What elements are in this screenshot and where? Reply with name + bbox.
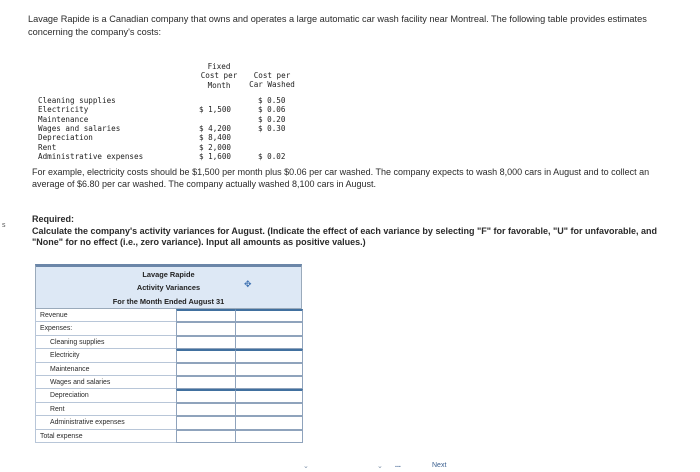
next-button[interactable]: Next — [432, 462, 447, 469]
variance-effect-select[interactable] — [236, 416, 303, 429]
variance-row-label: Depreciation — [35, 389, 176, 402]
problem-intro: Lavage Rapide is a Canadian company that owns and operates a large automatic car wash facility near Montreal. The following table provides estimates concerning the company's costs: — [28, 14, 647, 37]
report-header — [35, 264, 302, 309]
variance-amount-input[interactable] — [176, 389, 236, 402]
cost-row-variable: $ 0.50 — [258, 96, 286, 105]
variance-row-label: Administrative expenses — [35, 416, 176, 429]
variance-effect-select[interactable] — [236, 363, 303, 376]
variance-amount-input[interactable] — [176, 376, 236, 389]
variance-row-label: Cleaning supplies — [35, 336, 176, 349]
cost-row-label: Depreciation — [38, 133, 93, 143]
variance-row-label: Wages and salaries — [35, 376, 176, 389]
variable-cost-header: Cost per Car Washed — [249, 71, 295, 90]
fixed-cost-header: Fixed Cost per Month — [200, 62, 238, 90]
cost-row-fixed: $ 1,500 — [199, 105, 232, 115]
cost-row-fixed: $ 2,000 — [199, 142, 232, 152]
cost-row-fixed: $ 4,200 — [199, 123, 232, 133]
variance-effect-select[interactable] — [236, 430, 303, 443]
cost-row-variable: $ 0.30 — [258, 123, 286, 133]
nav-arrow-icon[interactable]: ⌄ — [303, 463, 309, 470]
variance-amount-input[interactable] — [176, 416, 236, 429]
cost-row-label: Cleaning supplies — [38, 96, 116, 105]
report-title: Activity Variances — [136, 283, 201, 292]
report-period: For the Month Ended August 31 — [112, 297, 225, 306]
variance-amount-input[interactable] — [176, 363, 236, 376]
variance-effect-select[interactable] — [236, 309, 303, 322]
variance-effect-select[interactable] — [236, 349, 303, 362]
margin-mark: s — [2, 222, 6, 229]
cost-row-label: Rent — [38, 142, 57, 152]
cost-row-label: Wages and salaries — [38, 123, 121, 133]
cost-row-variable: $ 0.02 — [258, 151, 286, 161]
cost-row-fixed: $ 1,600 — [199, 151, 232, 161]
variance-amount-input[interactable] — [176, 403, 236, 416]
variance-row-label: Total expense — [35, 430, 176, 443]
variance-row-label: Revenue — [35, 309, 176, 322]
cost-row-fixed: $ 8,400 — [199, 133, 232, 143]
report-company: Lavage Rapide — [142, 270, 195, 279]
variance-effect-select[interactable] — [236, 389, 303, 402]
example-text: For example, electricity costs should be $1,500 per month plus $0.06 per car washed. The company expects to wash 8,000 cars in August and to collect an average of $6.80 per car washed. The company actually washed 8,100 cars in August. — [32, 167, 650, 189]
variance-effect-select[interactable] — [236, 322, 303, 335]
variance-row-labels — [35, 309, 176, 443]
variance-amount-input[interactable] — [176, 309, 236, 322]
more-dots[interactable]: ... — [395, 462, 401, 469]
variance-row-label: Rent — [35, 403, 176, 416]
required-heading: Required: — [32, 214, 75, 224]
cost-row-label: Electricity — [38, 105, 89, 115]
variance-row-label: Electricity — [35, 349, 176, 362]
cost-row-variable: $ 0.06 — [258, 105, 286, 115]
cost-row-label: Administrative expenses — [38, 151, 144, 161]
required-instructions: Calculate the company's activity variances for August. (Indicate the effect of each variance by selecting "F" for favorable, "U" for unfavorable, and "None" for no effect (i.e., zero variance). Input all amounts as positive values.) — [32, 225, 658, 247]
variance-amount-input[interactable] — [176, 349, 236, 362]
variance-row-label: Maintenance — [35, 363, 176, 376]
variance-row-label: Expenses: — [35, 322, 176, 335]
variance-effect-select[interactable] — [236, 376, 303, 389]
move-icon[interactable]: ✥ — [244, 279, 252, 289]
variance-effect-select[interactable] — [236, 336, 303, 349]
cost-row-variable: $ 0.20 — [258, 114, 286, 124]
required-section — [32, 214, 672, 249]
variance-effect-select[interactable] — [236, 403, 303, 416]
cost-row-label: Maintenance — [38, 114, 89, 124]
nav-arrow-icon[interactable]: ⌄ — [377, 463, 383, 470]
variance-amount-input[interactable] — [176, 430, 236, 443]
variance-amount-input[interactable] — [176, 336, 236, 349]
variance-amount-input[interactable] — [176, 322, 236, 335]
